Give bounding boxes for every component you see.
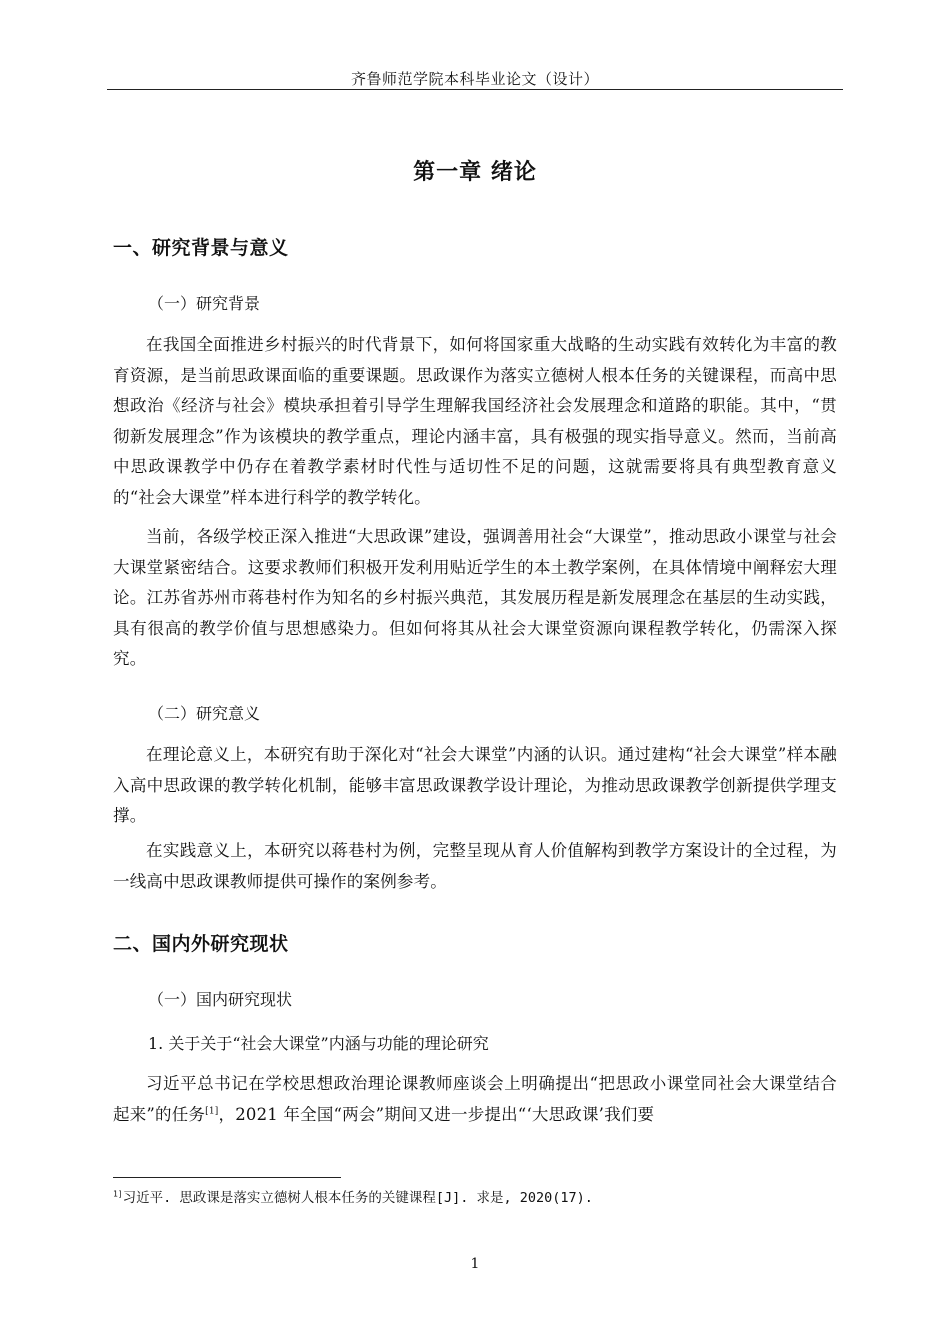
- paragraph-significance-2: 在实践意义上，本研究以蒋巷村为例，完整呈现从育人价值解构到教学方案设计的全过程，为一线高中思政课教师提供可操作的案例参考。: [113, 841, 837, 891]
- subsection-heading-background: （一）研究背景: [148, 294, 261, 313]
- subsection-heading-domestic: （一）国内研究现状: [148, 990, 293, 1009]
- subsection-heading-significance: （二）研究意义: [148, 704, 261, 723]
- footnote-text: 习近平. 思政课是落实立德树人根本任务的关键课程[J]. 求是, 2020(17).: [122, 1190, 593, 1206]
- paragraph-text-after-ref: ，2021 年全国“两会”期间又进一步提出“‘大思政课’我们要: [218, 1104, 655, 1124]
- section-heading-1: 一、研究背景与意义: [113, 237, 289, 259]
- paragraph-background-1: 在我国全面推进乡村振兴的时代背景下，如何将国家重大战略的生动实践有效转化为丰富的教育资源，是当前思政课面临的重要课题。思政课作为落实立德树人根本任务的关键课程，而高中思想政治《经济与社会》模块承担着引导学生理解我国经济社会发展理念和道路的职能。其中，“贯彻新发展理念”作为该模块的教学重点，理论内涵丰富，具有极强的现实指导意义。然而，当前高中思政课教学中仍存在着教学素材时代性与适切性不足的问题，这就需要将具有典型教育意义的“社会大课堂”样本进行科学的教学转化。: [113, 335, 837, 507]
- header-title: 齐鲁师范学院本科毕业论文（设计）: [350, 70, 599, 88]
- section-heading-2: 二、国内外研究现状: [113, 933, 289, 955]
- chapter-title: 第一章 绪论: [413, 160, 537, 185]
- header-divider: [107, 89, 843, 90]
- footnote-reference[interactable]: [1]: [205, 1106, 219, 1116]
- footnote-marker: 1]: [113, 1189, 123, 1199]
- footnote: [113, 1186, 593, 1206]
- paragraph-significance-1: 在理论意义上，本研究有助于深化对“社会大课堂”内涵的认识。通过建构“社会大课堂”样本融入高中思政课的教学转化机制，能够丰富思政课教学设计理论，为推动思政课教学创新提供学理支撑。: [113, 745, 837, 825]
- paragraph-background-2: 当前，各级学校正深入推进“大思政课”建设，强调善用社会“大课堂”，推动思政小课堂与社会大课堂紧密结合。这要求教师们积极开发利用贴近学生的本土教学案例，在具体情境中阐释宏大理论。江苏省苏州市蒋巷村作为知名的乡村振兴典范，其发展历程是新发展理念在基层的生动实践，具有很高的教学价值与思想感染力。但如何将其从社会大课堂资源向课程教学转化，仍需深入探究。: [113, 527, 837, 668]
- page-number: 1: [470, 1256, 480, 1272]
- list-item-heading-1: 1. 关于关于“社会大课堂”内涵与功能的理论研究: [148, 1034, 489, 1053]
- paragraph-domestic-1: [113, 1069, 837, 1130]
- footnote-divider: [113, 1177, 341, 1178]
- paragraph-text-before-ref: 习近平总书记在学校思想政治理论课教师座谈会上明确提出“把思政小课堂同社会大课堂结合起来”的任务: [113, 1074, 837, 1124]
